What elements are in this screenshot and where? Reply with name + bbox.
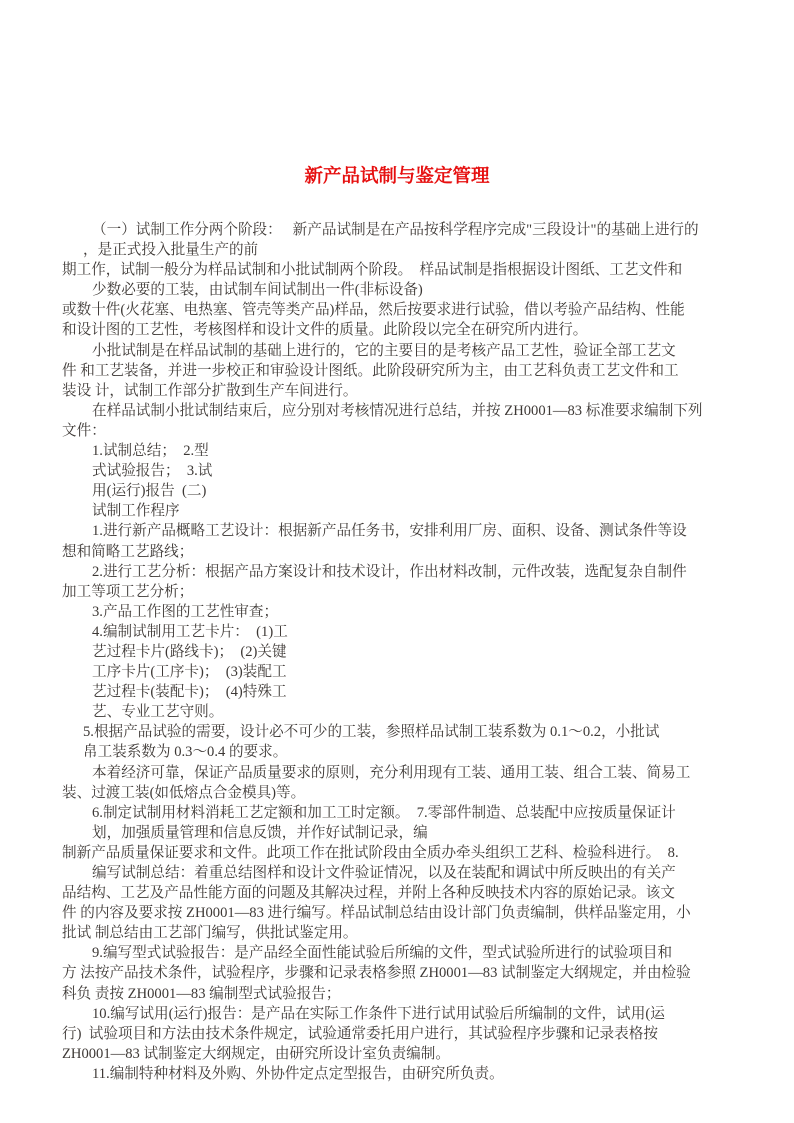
text-line: ZH0001—83 试制鉴定大纲规定，由研究所设计室负责编制。 (62, 1045, 450, 1062)
text-line: 工序卡片(工序卡)； (3)装配工 (92, 664, 287, 681)
text-line: 装、过渡工装(如低熔点合金模具)等。 (62, 784, 306, 801)
text-line: 9.编写型式试验报告：是产品经全面性能试验后所编的文件，型式试验所进行的试验项目和 (92, 945, 673, 962)
text-line: 加工等项工艺分析； (62, 583, 194, 600)
text-line: 6.制定试制用材料消耗工艺定额和加工工时定额。 7.零部件制造、总装配中应按质量保证计 (92, 804, 676, 821)
text-line: 科负 责按 ZH0001—83 编制型式试验报告； (62, 985, 341, 1002)
text-line: 试制工作程序 (92, 503, 180, 520)
text-line: 5.根据产品试验的需要，设计必不可少的工装，参照样品试制工装系数为 0.1～0.2，小批试 (83, 724, 660, 741)
text-line: ，是正式投入批量生产的前 (83, 242, 259, 259)
text-line: 制新产品质量保证要求和文件。此项工作在批试阶段由全质办牵头组织工艺科、检验科进行。 8. (62, 844, 679, 861)
text-line: 3.产品工作图的工艺性审查； (92, 603, 279, 620)
text-line: 批试 制总结由工艺部门编写，供批试鉴定用。 (62, 925, 358, 942)
text-line: 件 的内容及要求按 ZH0001—83 进行编写。样品试制总结由设计部门负责编制，供样品鉴定用，小 (62, 905, 691, 922)
text-line: 件 和工艺装备，并进一步校正和审验设计图纸。此阶段研究所为主，由工艺科负责工艺文件和工 (62, 362, 679, 379)
document-body (62, 220, 714, 1084)
text-line: 和设计图的工艺性，考核图样和设计文件的质量。此阶段以完全在研究所内进行。 (62, 322, 588, 339)
text-line: 方 法按产品技术条件，试验程序，步骤和记录表格参照 ZH0001—83 试制鉴定大纲规定，并由检验 (62, 965, 691, 982)
text-line: 本着经济可靠，保证产品质量要求的原则，充分利用现有工装、通用工装、组合工装、简易工 (92, 764, 691, 781)
text-line: 或数十件(火花塞、电热塞、管壳等类产品)样品，然后按要求进行试验，借以考验产品结构、性能 (62, 302, 685, 319)
text-line: 11.编制特种材料及外购、外协件定点定型报告，由研究所负责。 (92, 1065, 504, 1082)
text-line: 文件： (62, 422, 106, 439)
text-line: 期工作，试制一般分为样品试制和小批试制两个阶段。 样品试制是指根据设计图纸、工艺文件和 (62, 262, 683, 279)
text-line: 式试验报告； 3.试 (92, 463, 213, 480)
text-line: 艺、专业工艺守则。 (92, 704, 224, 721)
text-line: 1.试制总结； 2.型 (92, 443, 209, 460)
text-line: 装设 计，试制工作部分扩散到生产车间进行。 (62, 382, 358, 399)
text-line: 想和简略工艺路线； (62, 543, 194, 560)
text-line: 2.进行工艺分析：根据产品方案设计和技术设计，作出材料改制，元件改装，选配复杂自制件 (92, 563, 687, 580)
text-line: 1.进行新产品概略工艺设计：根据新产品任务书，安排利用厂房、面积、设备、测试条件等设 (92, 523, 687, 540)
text-line: 行) 试验项目和方法由技术条件规定，试验通常委托用户进行，其试验程序步骤和记录表格按 (62, 1025, 658, 1042)
text-line: 小批试制是在样品试制的基础上进行的，它的主要目的是考核产品工艺性，验证全部工艺文 (92, 342, 676, 359)
text-line: 划，加强质量管理和信息反馈，并作好试制记录，编 (92, 824, 428, 841)
text-line: 少数必要的工装，由试制车间试制出一件(非标设备) (92, 282, 423, 299)
text-line: 在样品试制小批试制结束后，应分别对考核情况进行总结，并按 ZH0001—83 标准要求编制下列 (92, 402, 703, 419)
text-line: 品结构、工艺及产品性能方面的问题及其解决过程，并附上各种反映技术内容的原始记录。该文 (62, 885, 675, 902)
text-line: 10.编写试用(运行)报告：是产品在实际工作条件下进行试用试验后所编制的文件，试用(运 (92, 1005, 665, 1022)
document-title: 新产品试制与鉴定管理 (304, 167, 490, 187)
text-line: 艺过程卡片(路线卡)； (2)关键 (92, 643, 287, 660)
text-line: 艺过程卡(装配卡)； (4)特殊工 (92, 684, 287, 701)
text-line: （一）试制工作分两个阶段： 新产品试制是在产品按科学程序完成"三段设计"的基础上进行的 (92, 222, 699, 238)
text-line: 4.编制试制用工艺卡片： (1)工 (92, 623, 288, 640)
text-line: 编写试制总结：着重总结图样和设计文件验证情况，以及在装配和调试中所反映出的有关产 (92, 865, 676, 881)
text-line: 用(运行)报告 (二) (92, 483, 207, 500)
text-line: 帛工装系数为 0.3～0.4 的要求。 (83, 744, 288, 761)
